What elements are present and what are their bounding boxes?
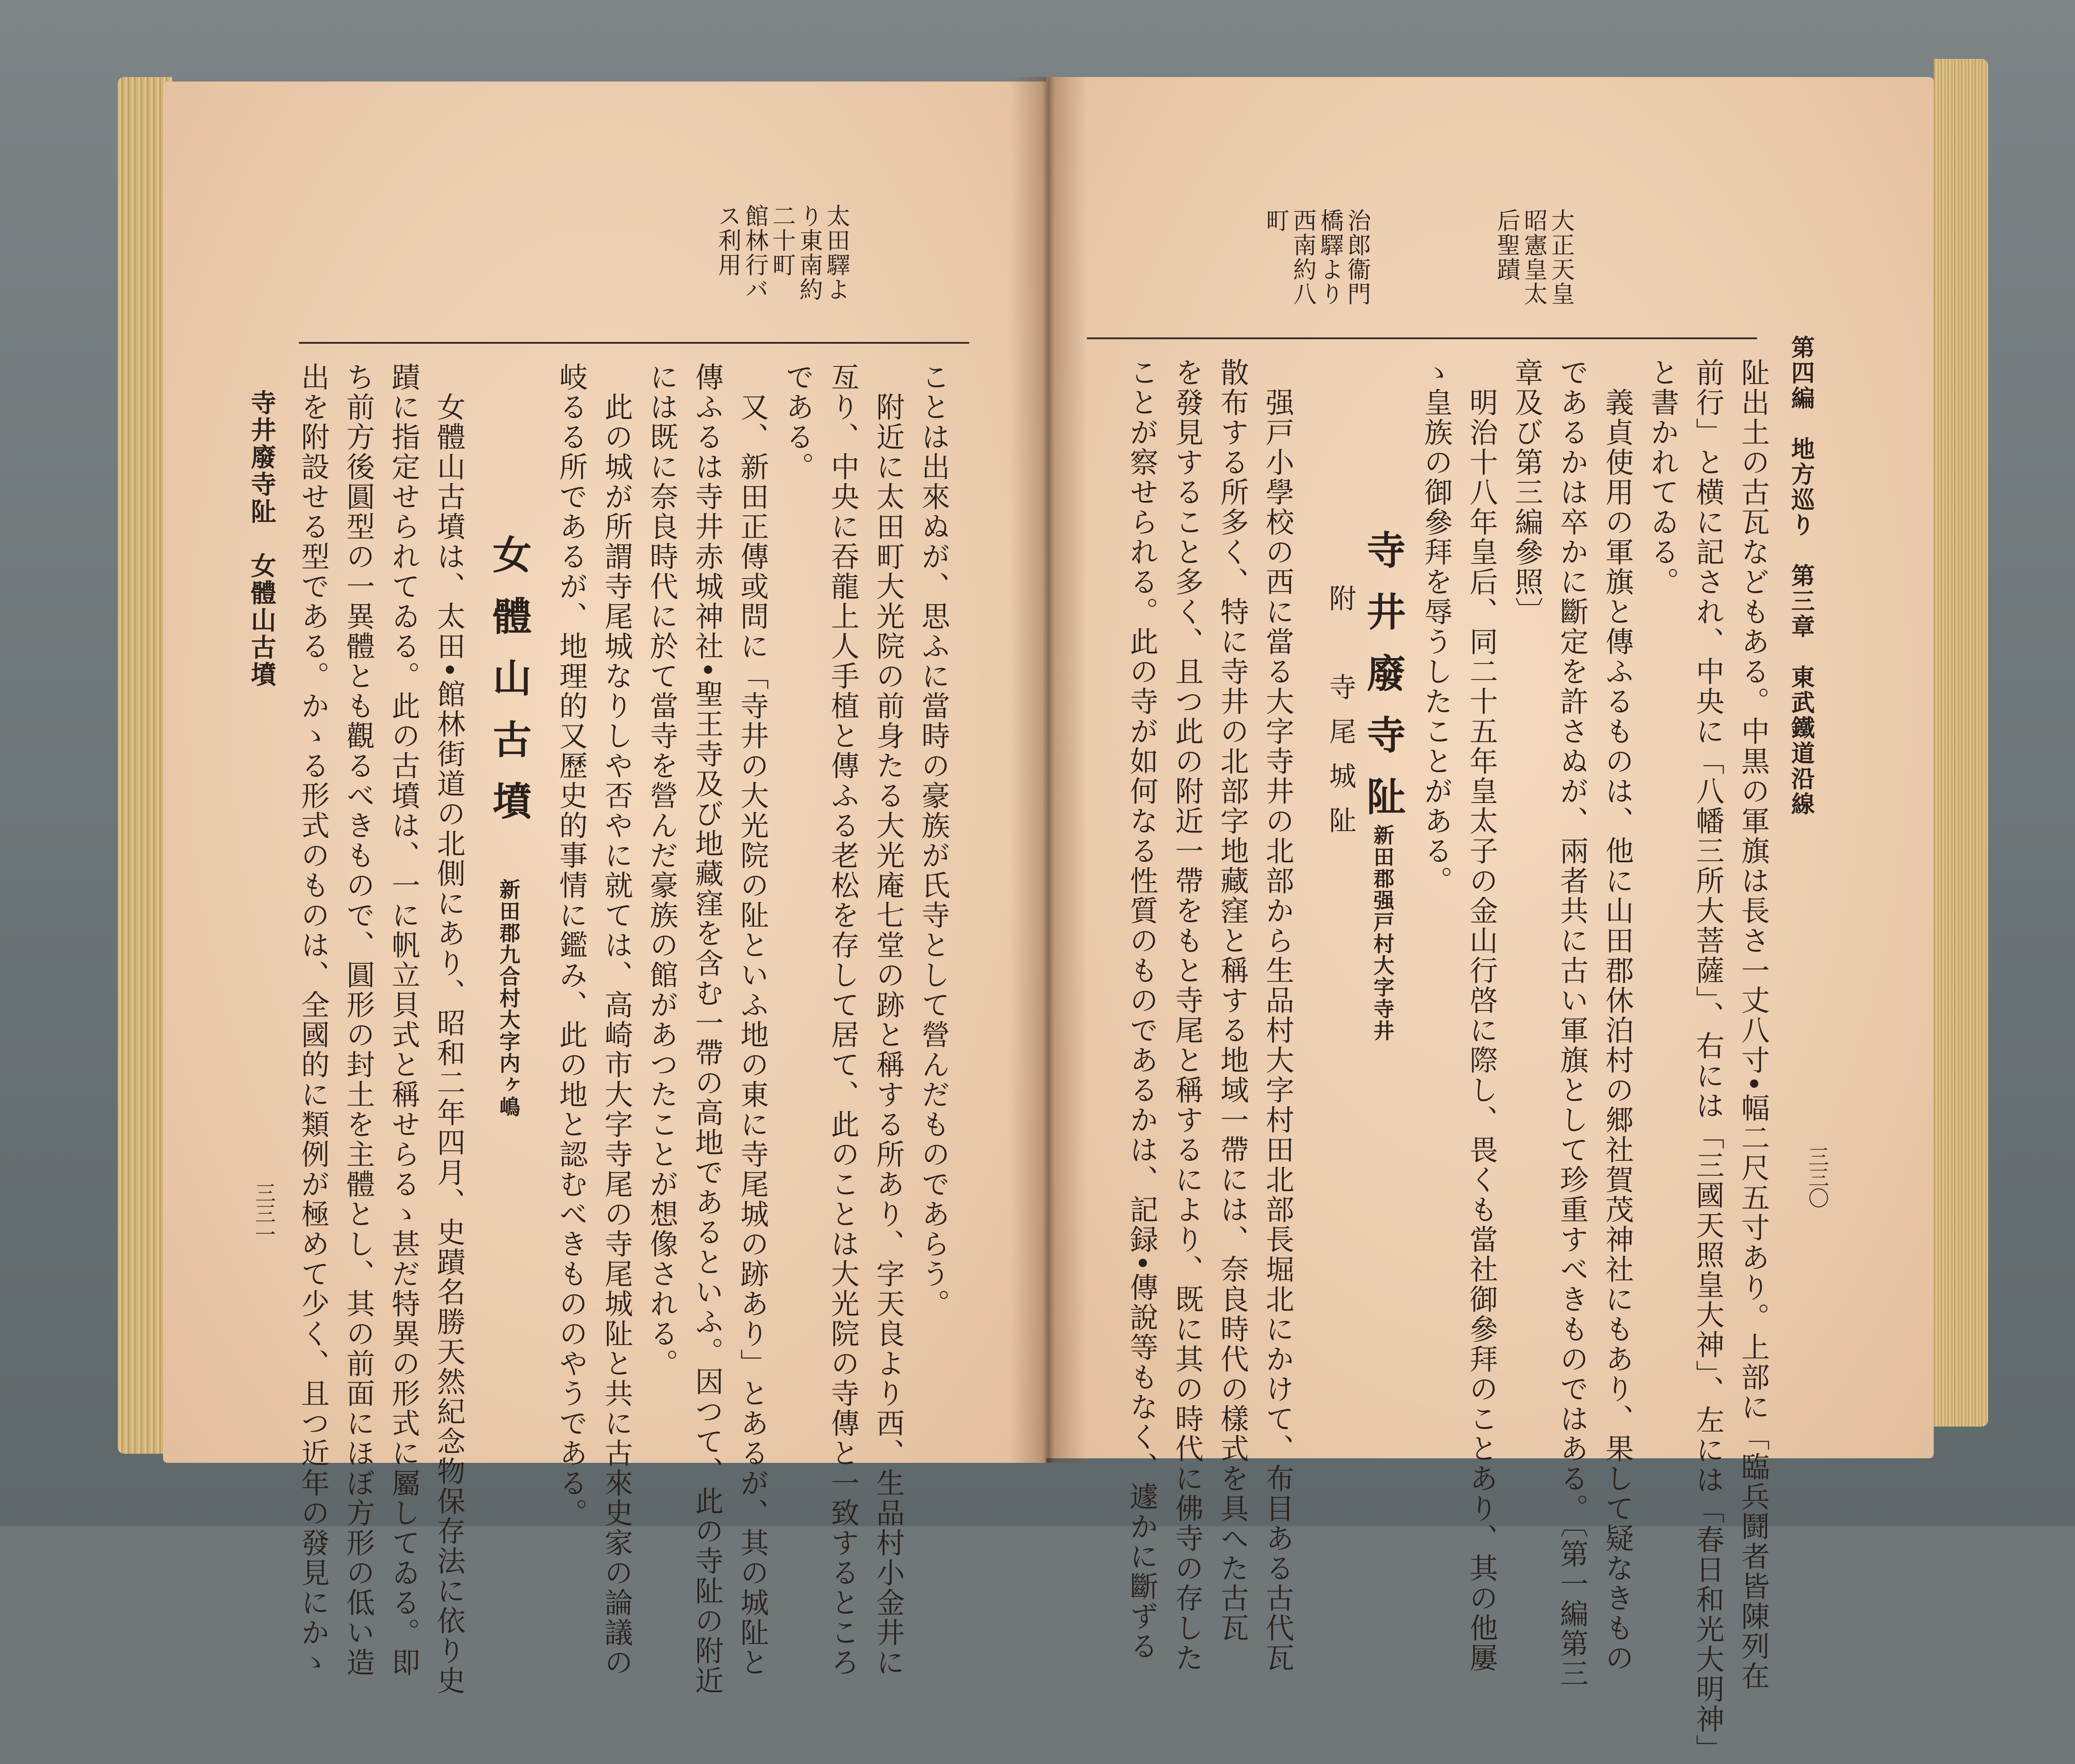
margin-note-line: 西南約八: [1289, 208, 1316, 306]
open-book: [104, 59, 1988, 1764]
text-line: を發見すること多く、且つ此の附近一帶をもと寺尾と稱するにより、既に其の時代に佛寺の存した: [1171, 358, 1204, 1673]
margin-note-line: 町: [1262, 208, 1289, 233]
text-line: 散布する所多く、特に寺井の北部字地藏窪と稱する地域一帶には、奈良時代の樣式を具へた古瓦: [1216, 358, 1249, 1643]
margin-note-line: 橋驛より: [1316, 208, 1343, 306]
text-line: 强戸小學校の西に當る大字寺井の北部から生品村大字村田北部長堀北にかけて、布目ある古代瓦: [1261, 358, 1294, 1673]
margin-note-line: 治郎衞門: [1343, 208, 1370, 306]
right-page: [1046, 77, 1934, 1764]
margin-note-line: 館林行バ: [741, 204, 768, 302]
margin-rule: [299, 342, 969, 344]
location-label: 新田郡九合村大字内ヶ嶋: [496, 879, 521, 1118]
text-line: 阯出土の古瓦などもある。中黒の軍旗は長さ一丈八寸•幅二尺五寸あり。上部に「臨兵鬪者皆陳列在: [1737, 358, 1770, 1692]
text-line: 又、新田正傳或問に「寺井の大光院の阯といふ地の東に寺尾城の跡あり」とあるが、其の城阯と: [736, 362, 769, 1677]
margin-note-line: 后聖蹟: [1493, 208, 1520, 282]
text-line: 明治十八年皇后、同二十五年皇太子の金山行啓に際し、畏くも當社御參拜のことあり、其の他屢: [1465, 358, 1498, 1673]
margin-note-line: 二十町: [768, 204, 795, 277]
text-line: 女體山古墳は、太田•館林街道の北側にあり、昭和二年四月、史蹟名勝天然紀念物保存法に依り史: [432, 362, 466, 1696]
margin-note-line: 大正天皇: [1547, 208, 1574, 306]
text-line: 此の城が所謂寺尾城なりしや否やに就ては、高崎市大字寺尾の寺尾城阯と共に古來史家の論議の: [600, 362, 633, 1677]
text-line: 傳ふるは寺井赤城神社•聖王寺及び地藏窪を含む一帶の高地であるといふ。因つて、此の寺阯の附近: [691, 362, 724, 1696]
text-line: 義貞使用の軍旗と傳ふるものは、他に山田郡休泊村の郷社賀茂神社にもあり、果して疑なきもの: [1601, 358, 1634, 1673]
text-line: 蹟に指定せられてゐる。此の古墳は、一に帆立貝式と稱せらるゝ甚だ特異の形式に屬してゐる。即: [387, 362, 420, 1677]
text-line: である。: [781, 362, 814, 482]
text-line: には既に奈良時代に於て當寺を營んだ豪族の館があつたことが想像される。: [645, 362, 678, 1379]
text-line: であるかは卒かに斷定を許さぬが、兩者共に古い軍旗として珍重すべきものではある。〔第一編第三: [1556, 358, 1589, 1689]
text-line: 附近に太田町大光院の前身たる大光庵七堂の跡と稱する所あり、字天良より西、生品村小金井に: [872, 362, 905, 1677]
text-line: 亙り、中央に吞龍上人手植と傳ふる老松を存して居て、此のことは大光院の寺傳と一致するところ: [826, 362, 860, 1677]
text-line: 章及び第三編參照〕: [1510, 358, 1543, 627]
text-line: 前行」と横に記され、中央に「八幡三所大菩薩」、右には「三國天照皇大神」、左には「春日和光大明神」: [1691, 358, 1724, 1764]
margin-rule: [1087, 337, 1757, 339]
running-header: 第四編 地方巡り 第三章 東武鐵道沿線: [1787, 335, 1815, 817]
text-line: と書かれてゐる。: [1646, 358, 1679, 597]
text-line: 岐るる所であるが、地理的又歷史的事情に鑑み、此の地と認むべきもののやうである。: [555, 362, 588, 1528]
text-line: 出を附設せる型である。かゝる形式のものは、全國的に類例が極めて少く、且つ近年の發見にかゝ: [297, 362, 330, 1677]
margin-note-line: 太田驛よ: [822, 204, 850, 302]
left-page: [163, 82, 1046, 1696]
location-label: 新田郡强戸村大字寺井: [1370, 824, 1395, 1042]
page-footer: 寺井廢寺阯 女體山古墳: [247, 389, 277, 688]
text-line: ち前方後圓型の一異體とも觀るべきもので、圓形の封土を主體とし、其の前面にほぼ方形の低い造: [342, 362, 375, 1677]
section-heading: 寺井廢寺阯: [1360, 530, 1406, 838]
right-page-edges: [1934, 59, 1988, 1427]
book-gutter: [1010, 77, 1087, 1463]
text-line: ことが察せられる。此の寺が如何なる性質のものであるかは、記録•傳說等もなく、遽かに斷ずる: [1125, 358, 1158, 1662]
margin-note-line: 昭憲皇太: [1520, 208, 1547, 306]
margin-note-line: ス利用: [714, 204, 741, 277]
section-subheading: 附 寺尾城阯: [1325, 584, 1356, 851]
text-line: ことは出來ぬが、思ふに當時の豪族が氏寺として營んだものであらう。: [917, 362, 950, 1319]
margin-note-line: り東南約: [795, 204, 822, 302]
section-heading: 女體山古墳: [486, 534, 532, 842]
page-number: 三三一: [252, 1182, 276, 1245]
page-number: 三三〇: [1805, 1146, 1830, 1208]
text-line: ゝ皇族の御參拜を辱うしたことがある。: [1420, 358, 1453, 896]
